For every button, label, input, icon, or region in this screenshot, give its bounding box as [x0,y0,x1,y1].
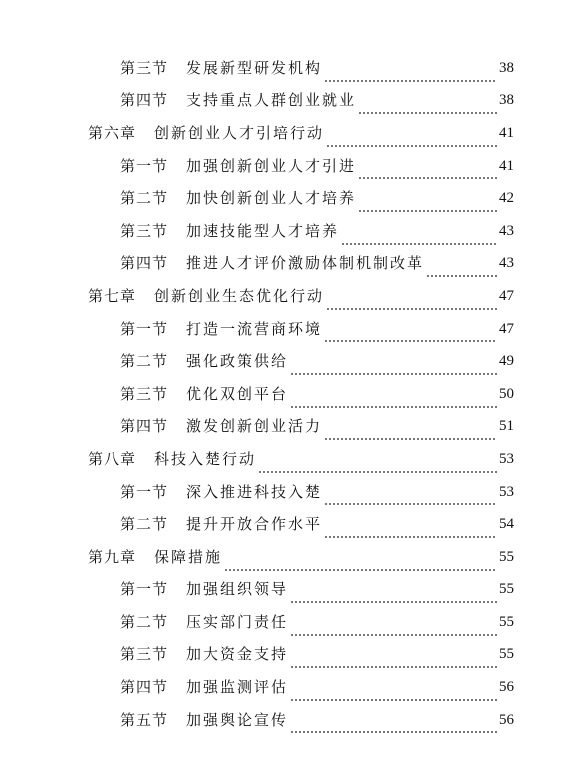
toc-entry-number: 第三节 [120,645,169,664]
toc-entry-title: 加快创新创业人才培养 [186,189,357,208]
toc-entry-title: 加速技能型人才培养 [186,221,340,240]
toc-entry-number: 第六章 [88,123,137,142]
toc-entry-section[interactable] [0,671,514,704]
toc-entry-number: 第四节 [120,678,169,697]
toc-dot-leader [358,197,497,215]
toc-entry-page: 51 [499,418,514,435]
toc-dot-leader [290,653,497,671]
toc-entry-section[interactable] [0,313,514,346]
toc-entry-page: 47 [499,320,514,337]
toc-entry-title: 加强监测评估 [186,678,289,697]
toc-entry-section[interactable] [0,85,514,118]
toc-dot-leader [426,262,497,280]
toc-entry-section[interactable] [0,150,514,183]
toc-dot-leader [290,360,497,378]
toc-entry-chapter[interactable] [0,280,514,313]
table-of-contents [0,52,582,736]
toc-entry-title: 加强舆论宣传 [186,710,289,729]
toc-dot-leader [224,556,497,574]
toc-entry-page: 43 [499,255,514,272]
toc-entry-title: 科技入楚行动 [154,449,257,468]
toc-entry-number: 第八章 [88,449,137,468]
toc-entry-title: 优化双创平台 [186,384,289,403]
toc-entry-section[interactable] [0,639,514,672]
toc-entry-number: 第二节 [120,189,169,208]
toc-entry-section[interactable] [0,704,514,737]
toc-entry-title: 提升开放合作水平 [186,515,323,534]
toc-dot-leader [290,588,497,606]
toc-dot-leader [324,490,497,508]
toc-dot-leader [258,458,497,476]
toc-entry-number: 第七章 [88,286,137,305]
toc-entry-title: 推进人才评价激励体制机制改革 [186,254,425,273]
toc-entry-title: 创新创业人才引培行动 [154,123,325,142]
toc-entry-page: 56 [499,679,514,696]
toc-entry-section[interactable] [0,52,514,85]
toc-entry-number: 第二节 [120,515,169,534]
toc-entry-page: 42 [499,190,514,207]
toc-dot-leader [290,686,497,704]
toc-entry-number: 第三节 [120,221,169,240]
toc-entry-number: 第一节 [120,319,169,338]
toc-entry-page: 41 [499,157,514,174]
toc-entry-page: 38 [499,59,514,76]
toc-entry-number: 第一节 [120,156,169,175]
toc-entry-chapter[interactable] [0,541,514,574]
toc-entry-number: 第四节 [120,91,169,110]
toc-entry-page: 55 [499,613,514,630]
toc-dot-leader [324,523,497,541]
toc-entry-title: 激发创新创业活力 [186,417,323,436]
toc-entry-title: 加强创新创业人才引进 [186,156,357,175]
toc-dot-leader [324,425,497,443]
toc-entry-section[interactable] [0,345,514,378]
toc-entry-page: 47 [499,287,514,304]
toc-entry-title: 保障措施 [154,547,223,566]
toc-entry-page: 53 [499,450,514,467]
toc-dot-leader [290,718,497,736]
toc-dot-leader [324,327,497,345]
toc-dot-leader [341,230,497,248]
toc-entry-number: 第九章 [88,547,137,566]
toc-entry-title: 支持重点人群创业就业 [186,91,357,110]
toc-dot-leader [326,295,497,313]
toc-dot-leader [326,132,497,150]
toc-entry-page: 50 [499,385,514,402]
toc-entry-title: 强化政策供给 [186,352,289,371]
toc-entry-page: 41 [499,124,514,141]
toc-entry-page: 53 [499,483,514,500]
toc-entry-number: 第一节 [120,580,169,599]
toc-entry-section[interactable] [0,182,514,215]
toc-entry-section[interactable] [0,476,514,509]
toc-entry-section[interactable] [0,508,514,541]
toc-dot-leader [290,621,497,639]
toc-entry-title: 创新创业生态优化行动 [154,286,325,305]
toc-entry-section[interactable] [0,606,514,639]
toc-entry-title: 深入推进科技入楚 [186,482,323,501]
toc-dot-leader [324,67,497,85]
toc-entry-title: 发展新型研发机构 [186,58,323,77]
toc-entry-page: 49 [499,353,514,370]
toc-entry-chapter[interactable] [0,117,514,150]
toc-entry-number: 第三节 [120,58,169,77]
toc-dot-leader [358,99,497,117]
toc-entry-chapter[interactable] [0,443,514,476]
toc-entry-section[interactable] [0,215,514,248]
toc-entry-section[interactable] [0,378,514,411]
toc-entry-page: 56 [499,711,514,728]
toc-entry-number: 第二节 [120,612,169,631]
toc-entry-number: 第三节 [120,384,169,403]
toc-entry-page: 55 [499,548,514,565]
toc-entry-title: 加大资金支持 [186,645,289,664]
toc-entry-section[interactable] [0,411,514,444]
toc-dot-leader [290,393,497,411]
toc-entry-number: 第二节 [120,352,169,371]
toc-entry-number: 第四节 [120,417,169,436]
toc-entry-page: 55 [499,581,514,598]
toc-entry-page: 55 [499,646,514,663]
toc-entry-section[interactable] [0,574,514,607]
toc-entry-number: 第一节 [120,482,169,501]
toc-entry-title: 压实部门责任 [186,612,289,631]
toc-entry-page: 38 [499,92,514,109]
toc-entry-section[interactable] [0,248,514,281]
toc-dot-leader [358,164,497,182]
toc-entry-number: 第四节 [120,254,169,273]
toc-entry-page: 43 [499,222,514,239]
toc-entry-title: 打造一流营商环境 [186,319,323,338]
toc-entry-page: 54 [499,516,514,533]
toc-entry-title: 加强组织领导 [186,580,289,599]
toc-entry-number: 第五节 [120,710,169,729]
